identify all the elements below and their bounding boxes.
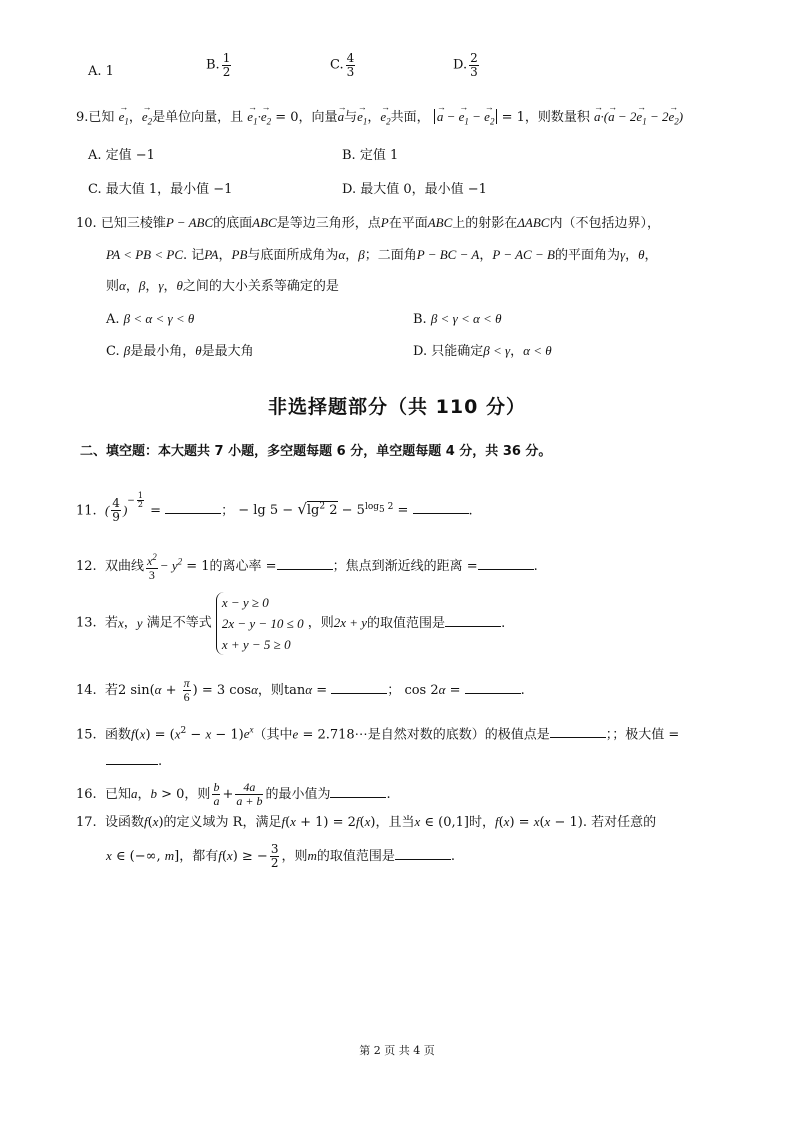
answer-blank[interactable]: [331, 681, 387, 694]
q10-option-b: B. β < γ < α < θ: [413, 311, 502, 327]
answer-blank[interactable]: [550, 725, 606, 738]
answer-blank[interactable]: [330, 785, 386, 798]
q10-option-d: D. 只能确定β < γ，α < θ: [413, 343, 552, 359]
answer-blank[interactable]: [445, 614, 501, 627]
q10-option-a: A. β < α < γ < θ: [106, 311, 195, 327]
answer-blank[interactable]: [106, 752, 158, 765]
question-10-line-1: 10. 已知三棱锥P − ABC的底面ABC是等边三角形，点P在平面ABC上的射影在ΔABC内（不包括边界），: [76, 215, 660, 231]
q9-option-b: B. 定值 1: [342, 148, 399, 163]
question-10-line-3: 则α，β，γ，θ之间的大小关系等确定的是: [106, 278, 339, 294]
answer-blank[interactable]: [165, 501, 221, 514]
part-heading: 非选择题部分（共 110 分）: [268, 396, 526, 418]
q8-option-c: C. $\frac{4}{3}$: [330, 51, 355, 79]
q8-option-a: A. 1: [88, 64, 114, 79]
question-15: 15. 函数$f(x) = (x^2 - x - 1)e^x$（其中e = 2.718⋯是自然对数的底数）的极值点是 ；；极大值 =: [76, 725, 680, 743]
question-16: 16. 已知a，b > 0，则 $\frac{b}{a}$ + $\frac{4a}{a + b}$ 的最小值为 .: [76, 780, 391, 808]
section-title: 二、填空题：本大题共 7 小题，多空题每题 6 分，单空题每题 4 分，共 36 分。: [80, 444, 552, 459]
q10-option-c: C. β是最小角，θ是最大角: [106, 343, 254, 359]
q9-option-d: D. 最大值 0，最小值 −1: [342, 182, 487, 197]
page-footer: 第 2 页 共 4 页: [359, 1044, 435, 1057]
question-12: 12. 双曲线 $\frac{x^2}{3}$ − $y^2 = 1$的离心率 = ；焦点到渐近线的距离 = .: [76, 552, 538, 582]
q8-option-d: D. $\frac{2}{3}$: [453, 51, 478, 79]
answer-blank[interactable]: [465, 681, 521, 694]
answer-blank[interactable]: [413, 501, 469, 514]
question-15-cont: .: [106, 752, 162, 772]
answer-blank[interactable]: [277, 557, 333, 570]
answer-blank[interactable]: [478, 557, 534, 570]
question-13: 13. 若x，y 满足不等式 x − y ≥ 0 2x − y − 10 ≤ 0 x + y − 5 ≥ 0 ，则2x + y的取值范围是 .: [76, 592, 505, 655]
question-17-line-2: x ∈ (−∞, m]，都有f(x) ≥ − $\frac{3}{2}$ ，则m的取值范围是 .: [106, 842, 456, 870]
q9-option-c: C. 最大值 1，最小值 −1: [88, 182, 233, 197]
question-10-line-2: PA < PB < PC. 记PA，PB与底面所成角为α，β；二面角P − BC − A，P − AC − B的平面角为γ，θ，: [106, 247, 658, 263]
question-14: 14. 若2 sin(α + $\frac{\pi}{6}$ ) = 3 cosα，则tanα = ； cos 2α = .: [76, 676, 525, 704]
question-11: 11. ( $\frac{4}{9}$ )$^{- \frac{1}{2}}$ = ； − $\lg 5 - √\lg^2$ $2 - 5^{log_5 2}$ = .: [76, 491, 473, 525]
question-9-stem: 9.已知 → $e_1$，→ $e_2$是单位向量，且 → $e_1\cdot\to e_2 = 0$，向量→ a与→ $e_1$，→ $e_2$共面， → a − → $e_1$ − → $e_2 = 1$，则数量积 → $a\cdot(\to a - 2\to e_1 - 2\to e_2)$: [76, 107, 683, 132]
inequality-system: x − y ≥ 0 2x − y − 10 ≤ 0 x + y − 5 ≥ 0: [216, 592, 304, 655]
q8-option-b: B. $\frac{1}{2}$: [206, 51, 231, 79]
answer-blank[interactable]: [395, 847, 451, 860]
q9-option-a: A. 定值 −1: [88, 148, 155, 163]
question-17-line-1: 17. 设函数f(x)的定义域为 R，满足f(x + 1) = 2f(x)，且当x ∈ (0,1]时，f(x) = x(x − 1). 若对任意的: [76, 814, 657, 830]
